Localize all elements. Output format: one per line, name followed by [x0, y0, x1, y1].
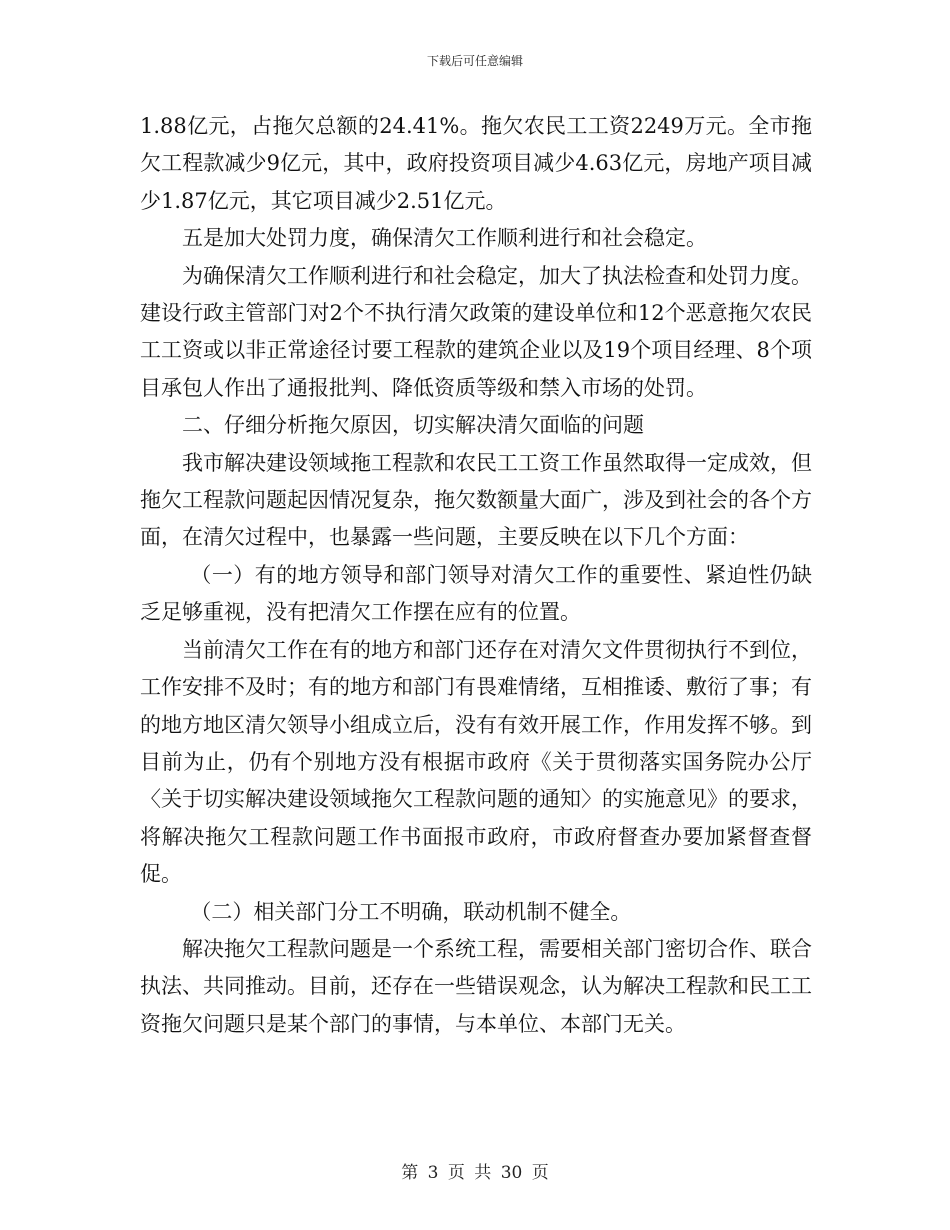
section-heading-two: 二、仔细分析拖欠原因，切实解决清欠面临的问题	[182, 413, 644, 438]
page-number-footer: 第 3 页 共 30 页	[401, 1163, 549, 1183]
paragraph-penalty-details: 为确保清欠工作顺利进行和社会稳定，加大了执法检查和处罚力度。建设行政主管部门对2个不执行清欠政策的建设单位和12个恶意拖欠农民工工资或以非正常途径讨要工程款的建筑企业以及19个项目经理、8个项目承包人作出了通报批判、降低资质等级和禁入市场的处罚。	[140, 263, 812, 400]
subheading-two: （二）相关部门分工不明确，联动机制不健全。	[190, 899, 632, 924]
paragraph-problem-overview: 我市解决建设领域拖工程款和农民工工资工作虽然取得一定成效，但拖欠工程款问题起因情况复杂，拖欠数额量大面广，涉及到社会的各个方面，在清欠过程中，也暴露一些问题，主要反映在以下几个方面：	[140, 450, 812, 550]
page-header-note: 下载后可任意编辑	[426, 54, 523, 68]
paragraph-arrears-statistics: 1.88亿元，占拖欠总额的24.41%。拖欠农民工工资2249万元。全市拖欠工程款减少9亿元，其中，政府投资项目减少4.63亿元，房地产项目减少1.87亿元，其它项目减少2.51亿元。	[140, 114, 812, 213]
paragraph-coordination-issues: 解决拖欠工程款问题是一个系统工程，需要相关部门密切合作、联合执法、共同推动。目前，还存在一些错误观念，认为解决工程款和民工工资拖欠问题只是某个部门的事情，与本单位、本部门无关。	[140, 936, 812, 1036]
subheading-one: （一）有的地方领导和部门领导对清欠工作的重要性、紧迫性仍缺乏足够重视，没有把清欠工作摆在应有的位置。	[140, 562, 812, 625]
paragraph-point-five-heading: 五是加大处罚力度，确保清欠工作顺利进行和社会稳定。	[182, 226, 707, 251]
document-body	[140, 108, 812, 1043]
paragraph-implementation-issues: 当前清欠工作在有的地方和部门还存在对清欠文件贯彻执行不到位，工作安排不及时；有的地方和部门有畏难情绪，互相推诿、敷衍了事；有的地方地区清欠领导小组成立后，没有有效开展工作，作用发挥不够。到目前为止，仍有个别地方没有根据市政府《关于贯彻落实国务院办公厅〈关于切实解决建设领域拖欠工程款问题的通知〉的实施意见》的要求，将解决拖欠工程款问题工作书面报市政府，市政府督查办要加紧督查督促。	[140, 637, 812, 887]
